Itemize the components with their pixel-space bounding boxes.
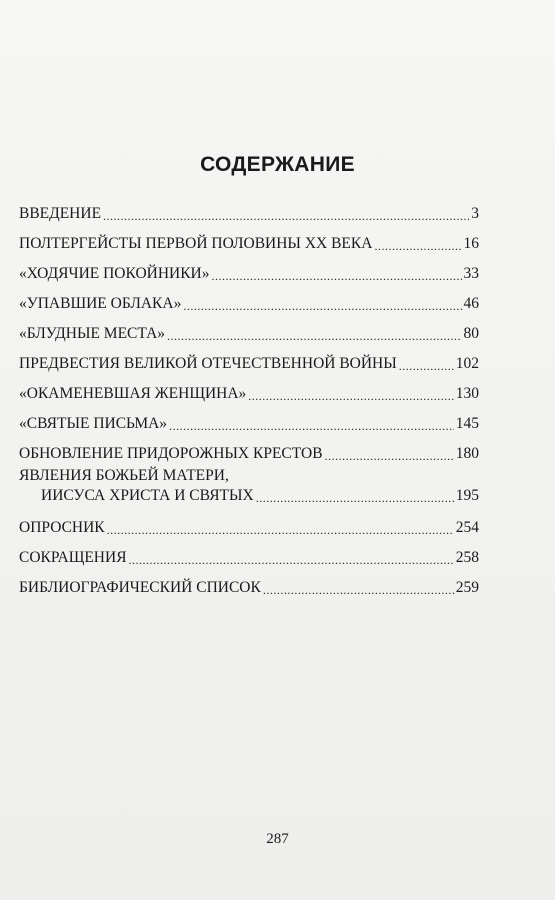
toc-entry-walking-dead bbox=[19, 265, 479, 283]
toc-entry-poltergeists bbox=[19, 235, 479, 253]
toc-entry-bibliography bbox=[19, 579, 479, 597]
toc-entry-label: СОКРАЩЕНИЯ bbox=[19, 549, 127, 566]
toc-entry-apparitions bbox=[19, 467, 479, 505]
dot-leader bbox=[183, 295, 461, 313]
dot-leader bbox=[129, 549, 454, 567]
toc-entry-page: 102 bbox=[455, 355, 479, 372]
toc-entry-introduction bbox=[19, 205, 479, 223]
toc-entry-holy-letters bbox=[19, 415, 479, 433]
toc-entry-petrified-woman bbox=[19, 385, 479, 403]
dot-leader bbox=[256, 487, 454, 505]
toc-entry-label: «ОКАМЕНЕВШАЯ ЖЕНЩИНА» bbox=[19, 385, 247, 402]
toc-entry-page: 254 bbox=[455, 519, 479, 536]
toc-entry-label-line1: ЯВЛЕНИЯ БОЖЬЕЙ МАТЕРИ, bbox=[19, 467, 229, 484]
toc-entry-page: 145 bbox=[455, 415, 479, 432]
toc-entry-label: ПРЕДВЕСТИЯ ВЕЛИКОЙ ОТЕЧЕСТВЕННОЙ ВОЙНЫ bbox=[19, 355, 397, 372]
toc-entry-wandering-places bbox=[19, 325, 479, 343]
toc-entry-label: ОБНОВЛЕНИЕ ПРИДОРОЖНЫХ КРЕСТОВ bbox=[19, 445, 323, 462]
page-number: 287 bbox=[266, 831, 289, 847]
toc-entry-label: «СВЯТЫЕ ПИСЬМА» bbox=[19, 415, 168, 432]
dot-leader bbox=[325, 445, 454, 463]
dot-leader bbox=[248, 385, 453, 403]
toc-entry-abbreviations bbox=[19, 549, 479, 567]
toc-entry-label: «ХОДЯЧИЕ ПОКОЙНИКИ» bbox=[19, 265, 210, 282]
toc-entry-roadside-crosses bbox=[19, 445, 479, 463]
toc-entry-war-omens bbox=[19, 355, 479, 373]
toc-entry-label: «УПАВШИЕ ОБЛАКА» bbox=[19, 295, 182, 312]
toc-entry-page: 259 bbox=[455, 579, 479, 596]
dot-leader bbox=[103, 205, 469, 223]
toc-entry-page: 180 bbox=[455, 445, 479, 462]
toc-entry-page: 16 bbox=[463, 235, 479, 252]
toc-entry-page: 33 bbox=[463, 265, 479, 282]
toc-entry-page: 258 bbox=[455, 549, 479, 566]
dot-leader bbox=[399, 355, 454, 373]
toc-entry-page: 3 bbox=[471, 205, 479, 222]
toc-entry-questionnaire bbox=[19, 519, 479, 537]
toc-entry-label-line2: ИИСУСА ХРИСТА И СВЯТЫХ bbox=[41, 487, 254, 504]
dot-leader bbox=[263, 579, 454, 597]
dot-leader bbox=[107, 519, 454, 537]
toc-entry-label: ОПРОСНИК bbox=[19, 519, 105, 536]
toc-entry-label: ВВЕДЕНИЕ bbox=[19, 205, 102, 222]
dot-leader bbox=[169, 415, 454, 433]
dot-leader bbox=[374, 235, 461, 253]
toc-entry-page: 195 bbox=[455, 487, 479, 504]
dot-leader bbox=[167, 325, 461, 343]
toc-entry-fallen-clouds bbox=[19, 295, 479, 313]
toc-entry-page: 80 bbox=[463, 325, 479, 342]
toc-entry-label: ПОЛТЕРГЕЙСТЫ ПЕРВОЙ ПОЛОВИНЫ XX ВЕКА bbox=[19, 235, 373, 252]
dot-leader bbox=[212, 265, 462, 283]
toc-entry-page: 130 bbox=[455, 385, 479, 402]
toc-entry-page: 46 bbox=[463, 295, 479, 312]
page-title: СОДЕРЖАНИЕ bbox=[200, 153, 355, 176]
toc-entry-label: «БЛУДНЫЕ МЕСТА» bbox=[19, 325, 166, 342]
toc-entry-label: БИБЛИОГРАФИЧЕСКИЙ СПИСОК bbox=[19, 579, 261, 596]
